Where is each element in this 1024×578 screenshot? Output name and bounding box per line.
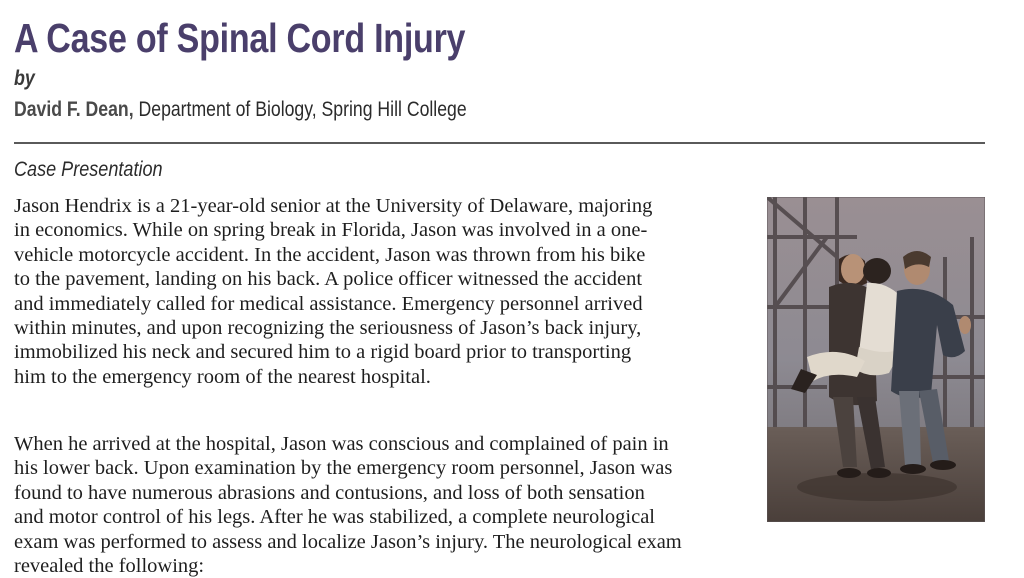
author-line <box>14 96 467 124</box>
paragraph-line: vehicle motorcycle accident. In the accident, Jason was thrown from his bike <box>14 243 646 266</box>
paragraph-line: and motor control of his legs. After he was stabilized, a complete neurological <box>14 506 656 529</box>
paragraph-hospital-arrival <box>14 432 682 578</box>
section-divider <box>14 142 985 144</box>
paragraph-line: him to the emergency room of the nearest hospital. <box>14 365 431 388</box>
paragraph-line: and immediately called for medical assistance. Emergency personnel arrived <box>14 292 643 315</box>
paragraph-case-intro <box>14 194 652 389</box>
paragraph-line: to the pavement, landing on his back. A police officer witnessed the accident <box>14 268 643 291</box>
paragraph-line: within minutes, and upon recognizing the seriousness of Jason’s back injury, <box>14 317 642 340</box>
paragraph-line: When he arrived at the hospital, Jason was conscious and complained of pain in <box>14 433 669 455</box>
paragraph-line: his lower back. Upon examination by the emergency room personnel, Jason was <box>14 457 673 480</box>
paragraph-line: exam was performed to assess and localize Jason’s injury. The neurological exam <box>14 530 682 553</box>
paragraph-line: in economics. While on spring break in Florida, Jason was involved in a one- <box>14 219 648 242</box>
byline-by: by <box>14 67 35 90</box>
injured-mason-painting <box>767 197 985 522</box>
author-name: David F. Dean, <box>14 98 134 121</box>
paragraph-line: Jason Hendrix is a 21-year-old senior at the University of Delaware, majoring <box>14 195 653 217</box>
section-heading: Case Presentation <box>14 158 163 181</box>
paragraph-line: immobilized his neck and secured him to a rigid board prior to transporting <box>14 341 632 364</box>
document-title: A Case of Spinal Cord Injury <box>14 15 466 61</box>
paragraph-line: found to have numerous abrasions and contusions, and loss of both sensation <box>14 481 645 504</box>
paragraph-line: revealed the following: <box>14 555 205 578</box>
author-affiliation: Department of Biology, Spring Hill College <box>138 98 467 121</box>
